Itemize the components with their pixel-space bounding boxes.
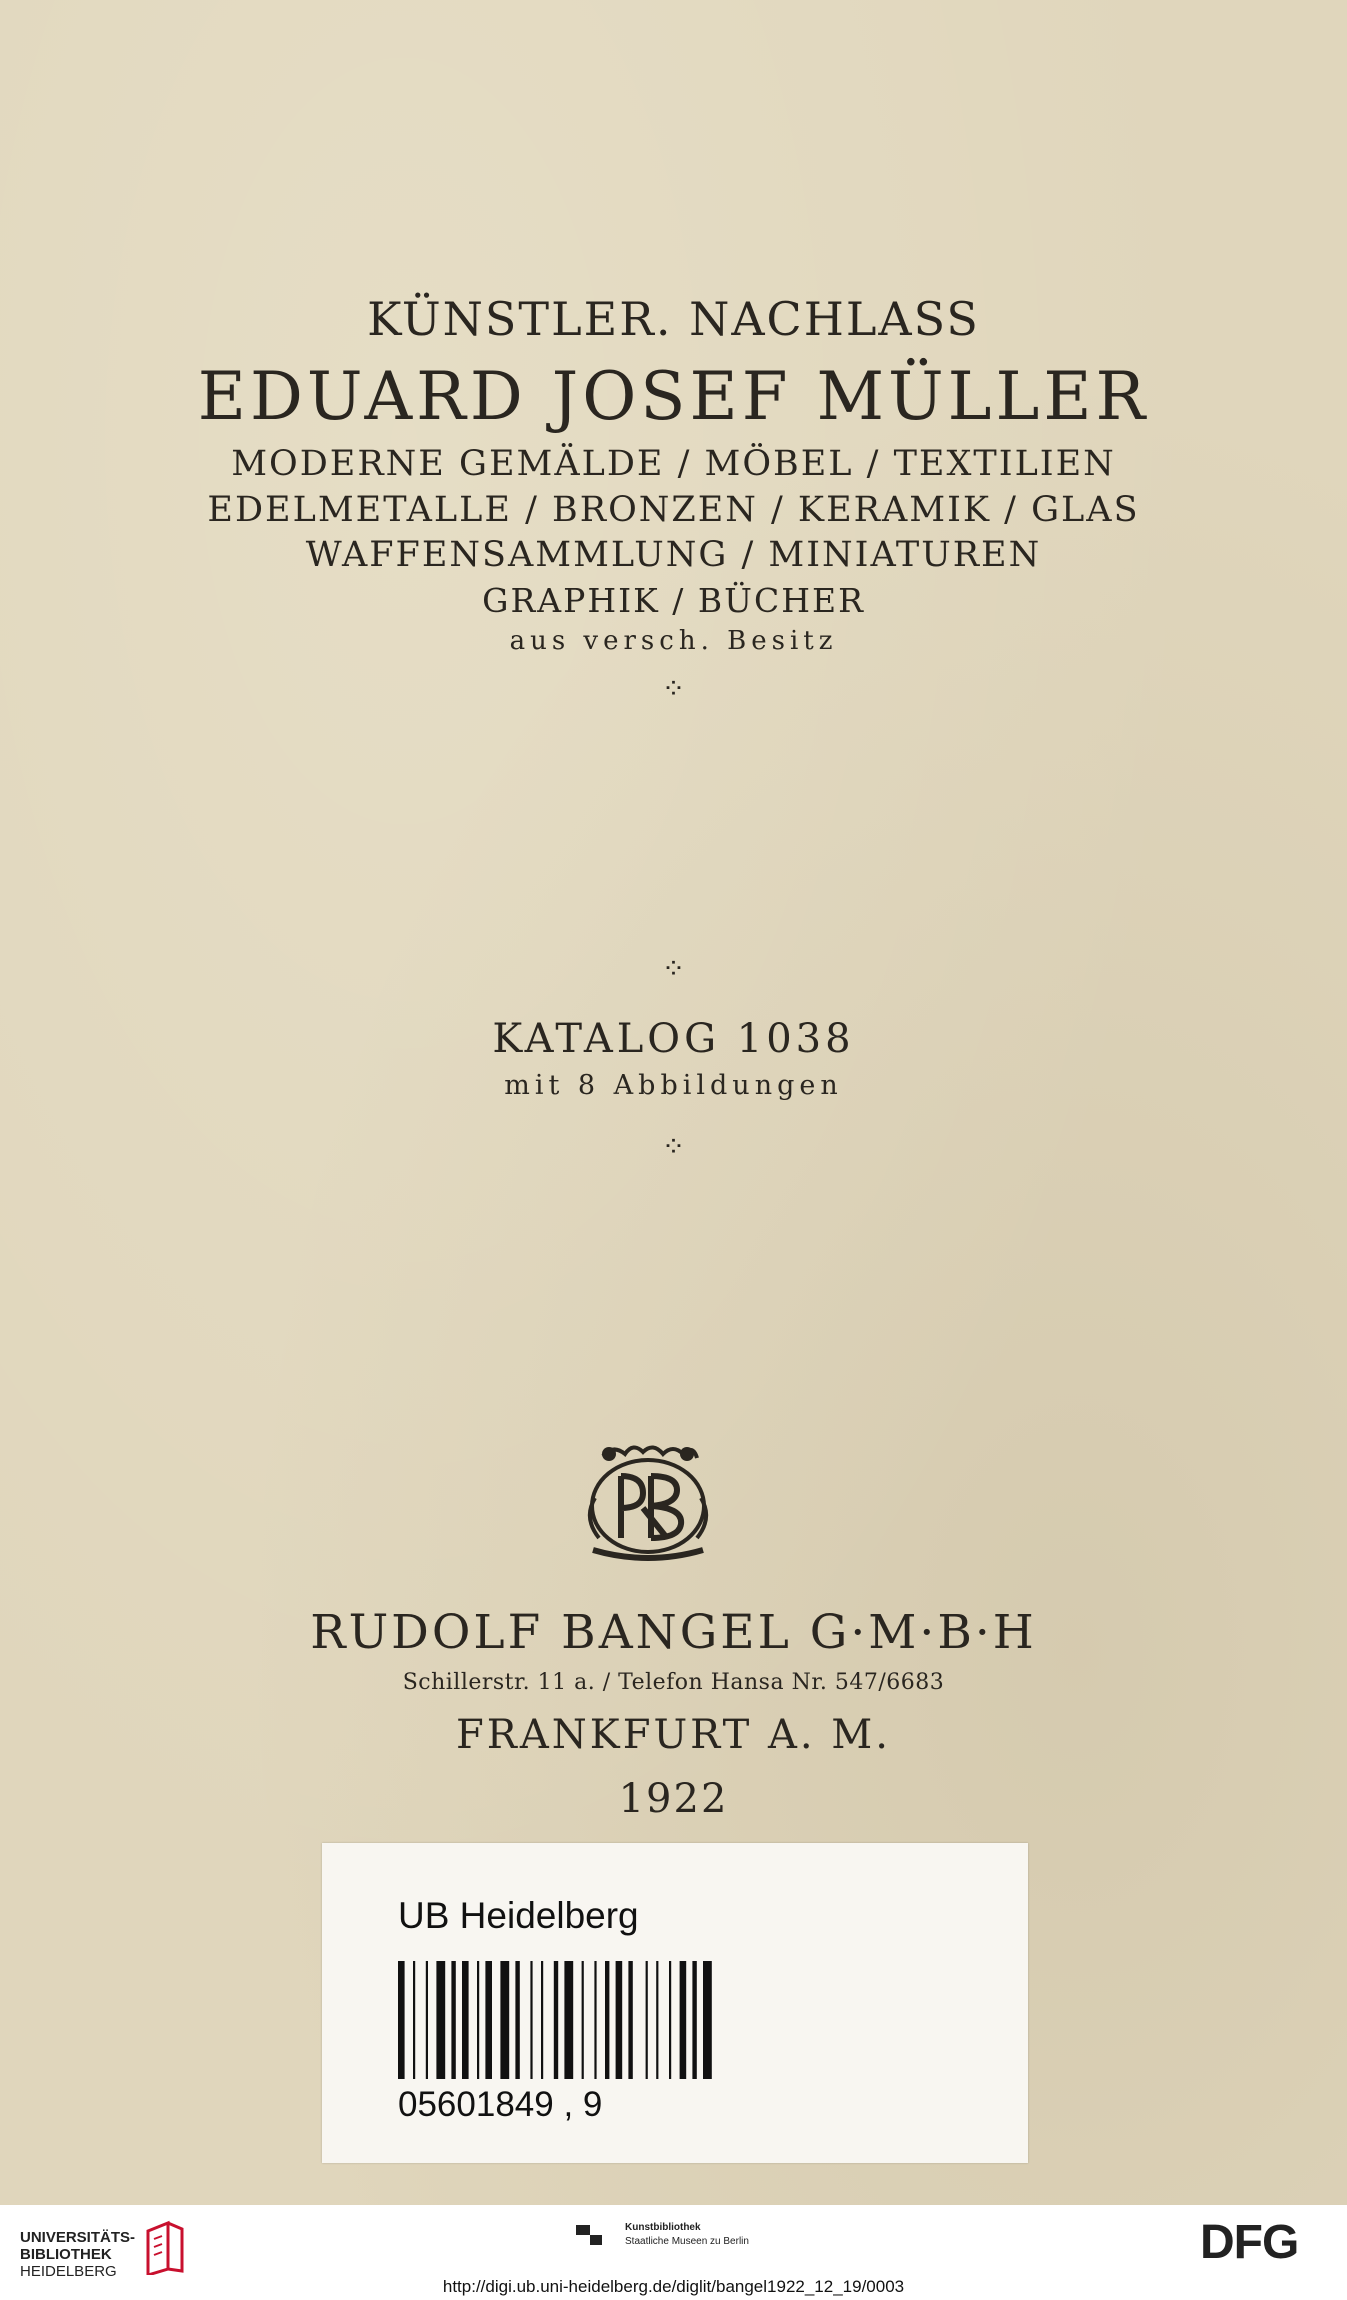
- kb-line-1: Kunstbibliothek: [625, 2222, 701, 2233]
- barcode-bar: [413, 1961, 415, 2079]
- provenance-note: aus versch. Besitz: [509, 626, 838, 656]
- ub-line-3: HEIDELBERG: [20, 2263, 117, 2280]
- catalog-number: KATALOG 1038: [492, 1016, 855, 1062]
- barcode-bar: [500, 1961, 509, 2079]
- source-url[interactable]: http://digi.ub.uni-heidelberg.de/diglit/bangel1922_12_19/0003: [442, 2277, 905, 2296]
- barcode: [398, 1961, 842, 2079]
- kb-line-2: Staatliche Museen zu Berlin: [625, 2236, 749, 2247]
- barcode-bar: [646, 1961, 648, 2079]
- barcode-bar: [605, 1961, 609, 2079]
- estate-heading: KÜNSTLER. NACHLASS: [367, 292, 980, 346]
- barcode-bar: [703, 1961, 712, 2079]
- barcode-bar: [669, 1961, 671, 2079]
- library-barcode-label: [322, 1843, 1028, 2163]
- barcode-bar: [398, 1961, 405, 2079]
- barcode-bar: [541, 1961, 543, 2079]
- barcode-bar: [564, 1961, 573, 2079]
- ornament-3: ⁘: [661, 1130, 686, 1163]
- barcode-bar: [616, 1961, 623, 2079]
- barcode-bar: [426, 1961, 428, 2079]
- barcode-bar: [554, 1961, 558, 2079]
- publication-year: 1922: [618, 1776, 729, 1822]
- ub-line-2: BIBLIOTHEK: [20, 2246, 112, 2263]
- ub-line-1: UNIVERSITÄTS-: [20, 2229, 136, 2246]
- kunstbibliothek-logo-icon: [574, 2219, 604, 2249]
- illustrations-note: mit 8 Abbildungen: [504, 1070, 843, 1101]
- barcode-bar: [515, 1961, 519, 2079]
- ub-heidelberg-logo-text: [20, 2229, 135, 2280]
- barcode-bar: [628, 1961, 632, 2079]
- publisher-name: RUDOLF BANGEL G·M·B·H: [310, 1605, 1037, 1660]
- barcode-bar: [436, 1961, 445, 2079]
- barcode-bar: [594, 1961, 596, 2079]
- footer-bar: [0, 2205, 1347, 2300]
- shelf-number: 05601849 , 9: [398, 2085, 603, 2124]
- ub-heidelberg-logo-icon: [138, 2219, 188, 2275]
- artist-name: EDUARD JOSEF MÜLLER: [197, 358, 1150, 435]
- contents-line-1: MODERNE GEMÄLDE / MÖBEL / TEXTILIEN: [231, 444, 1116, 484]
- barcode-bar: [451, 1961, 455, 2079]
- publisher-monogram-emblem: [573, 1438, 723, 1568]
- kunstbibliothek-text: [625, 2221, 749, 2249]
- barcode-bar: [680, 1961, 687, 2079]
- contents-line-2: EDELMETALLE / BRONZEN / KERAMIK / GLAS: [207, 490, 1140, 530]
- barcode-bar: [462, 1961, 469, 2079]
- barcode-bar: [477, 1961, 479, 2079]
- publisher-address: Schillerstr. 11 a. / Telefon Hansa Nr. 547/6683: [402, 1670, 945, 1695]
- barcode-bar: [530, 1961, 532, 2079]
- barcode-bar: [656, 1961, 658, 2079]
- barcode-bar: [692, 1961, 696, 2079]
- barcode-bar: [485, 1961, 492, 2079]
- contents-line-3: WAFFENSAMMLUNG / MINIATUREN: [305, 535, 1042, 575]
- barcode-bar: [582, 1961, 584, 2079]
- publisher-city: FRANKFURT A. M.: [456, 1712, 891, 1758]
- dfg-logo: DFG: [1200, 2216, 1299, 2269]
- ornament-2: ⁘: [661, 952, 686, 985]
- contents-line-4: GRAPHIK / BÜCHER: [482, 581, 865, 620]
- library-name: UB Heidelberg: [398, 1895, 639, 1936]
- ornament-1: ⁘: [661, 672, 686, 705]
